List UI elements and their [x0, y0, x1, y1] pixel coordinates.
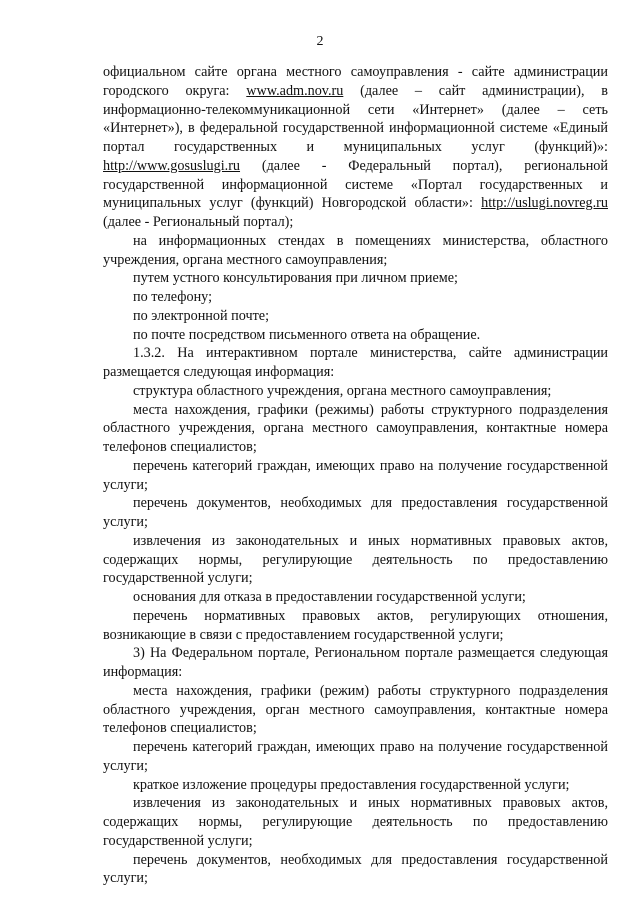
- paragraph-text: 3) На Федеральном портале, Региональном портале размещается следующая информация:: [103, 645, 608, 680]
- paragraph-text: (далее - Региональный портал);: [103, 214, 294, 230]
- paragraph-text: структура областного учреждения, органа местного самоуправления;: [133, 382, 552, 399]
- paragraph: [103, 794, 608, 850]
- paragraph-text: перечень категорий граждан, имеющих право на получение государственной услуги;: [103, 457, 608, 493]
- paragraph: [103, 682, 608, 738]
- paragraph: [103, 776, 608, 795]
- paragraph: [103, 63, 608, 232]
- paragraph-text: места нахождения, графики (режим) работы структурного подразделения областного учреждения, орган местного самоуправления, контактные номера телефонов специалистов;: [103, 682, 608, 737]
- paragraph: [103, 288, 608, 307]
- page-number: 2: [316, 34, 324, 49]
- paragraph: [103, 532, 608, 588]
- paragraph-text: перечень документов, необходимых для предоставления государственной услуги;: [103, 851, 608, 887]
- paragraph-text: на информационных стендах в помещениях министерства, областного учреждения, органа местного самоуправления;: [103, 232, 608, 268]
- paragraph-text: краткое изложение процедуры предоставления государственной услуги;: [133, 776, 570, 793]
- paragraph: [103, 588, 608, 607]
- paragraph-text: перечень категорий граждан, имеющих право на получение государственной услуги;: [103, 739, 608, 774]
- paragraph-text: перечень нормативных правовых актов, регулирующих отношения, возникающие в связи с предоставлением государственной услуги;: [103, 607, 608, 643]
- paragraph: [103, 457, 608, 495]
- paragraph: [103, 269, 608, 288]
- paragraph-text: путем устного консультирования при личном приеме;: [133, 270, 458, 287]
- paragraph-text: места нахождения, графики (режимы) работы структурного подразделения областного учреждения, органа местного самоуправления, контактные номера телефонов специалистов;: [103, 401, 608, 455]
- paragraph-text: перечень документов, необходимых для предоставления государственной услуги;: [103, 495, 608, 530]
- paragraph: [103, 232, 608, 270]
- paragraph-text: основания для отказа в предоставлении государственной услуги;: [133, 589, 526, 605]
- paragraph-text: по почте посредством письменного ответа на обращение.: [133, 326, 481, 343]
- paragraph: [103, 307, 608, 326]
- paragraph-text: 1.3.2. На интерактивном портале министерства, сайте администрации размещается следующая информация:: [103, 345, 608, 380]
- paragraph-text: извлечения из законодательных и иных нормативных правовых актов, содержащих нормы, регулирующие деятельность по предоставлению государственной услуги;: [103, 795, 608, 849]
- paragraph: [103, 851, 608, 889]
- paragraph-text: (далее - Федеральный портал), региональной государственной информационной системе «Портал государственных и муниципальных услуг (функций) Новгородской области»:: [103, 157, 608, 212]
- paragraph-text: по телефону;: [133, 289, 213, 305]
- paragraph: [103, 738, 608, 776]
- paragraph: [103, 644, 608, 682]
- paragraph: [103, 382, 608, 401]
- paragraph: [103, 326, 608, 345]
- url-link[interactable]: http://uslugi.novreg.ru: [481, 195, 608, 212]
- paragraph-text: официальном сайте органа местного самоуправления - сайте администрации городского округа:: [103, 64, 608, 99]
- url-link[interactable]: www.adm.nov.ru: [246, 82, 344, 99]
- paragraph: [103, 494, 608, 532]
- paragraph-text: по электронной почте;: [133, 307, 270, 324]
- paragraph: [103, 401, 608, 457]
- paragraph: [103, 607, 608, 645]
- url-link[interactable]: http://www.gosuslugi.ru: [103, 157, 241, 174]
- paragraph-text: извлечения из законодательных и иных нормативных правовых актов, содержащих нормы, регулирующие деятельность по предоставлению государственной услуги;: [103, 532, 608, 587]
- paragraph: [103, 344, 608, 382]
- paragraph-text: (далее – сайт администрации), в информационно-телекоммуникационной сети «Интернет» (далее – сеть «Интернет»), в федеральной государственной информационной системе «Единый портал государственных и муниципальных услуг (функций)»:: [103, 82, 608, 155]
- document-body: [103, 63, 608, 888]
